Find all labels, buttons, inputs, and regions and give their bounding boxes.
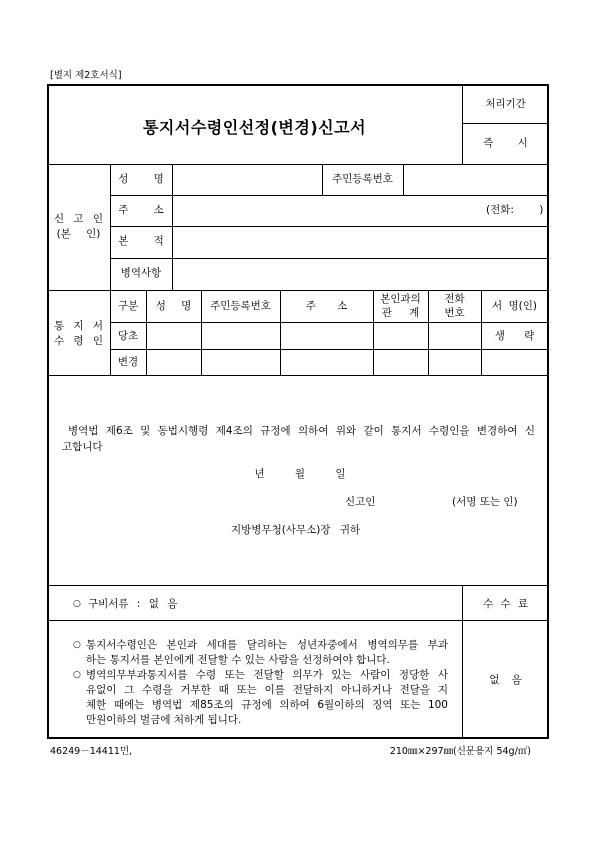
fee-label: 수 수 료 <box>482 598 529 610</box>
table-rule <box>47 620 549 621</box>
note-line: 체한 때에는 병역법 제85조의 규정에 의하여 6월이하의 징역 또는 100 <box>86 699 448 711</box>
paper-spec: 210㎜×297㎜(신문용지 54g/㎡) <box>389 746 531 757</box>
processing-period-value: 즉 시 <box>483 137 528 149</box>
form-title: 통지서수령인선정(변경)신고서 <box>142 118 367 137</box>
applicant-military-field <box>173 259 548 290</box>
changed-receiver-name-cell <box>147 350 201 375</box>
receiver-row-changed-label: 변경 <box>117 356 139 368</box>
applicant-name-field <box>173 165 322 195</box>
receiver-header-signature: 서 명(인) <box>492 300 537 312</box>
changed-receiver-relation-cell <box>374 350 428 375</box>
reporter-label: 신고인 <box>345 496 376 508</box>
receiver-header-phone-line2: 번호 <box>444 307 465 319</box>
applicant-section-label: 신 고 인 <box>53 213 104 225</box>
receiver-section-sublabel: 수 령 인 <box>53 335 104 347</box>
note-line: 만원이하의 벌금에 처하게 됩니다. <box>86 714 242 726</box>
form-code: 46249－14411민, <box>50 746 133 757</box>
required-documents: 구비서류 : 없 음 <box>88 598 178 610</box>
changed-receiver-address-cell <box>281 350 373 375</box>
receiver-section-label: 통 지 서 <box>53 320 104 332</box>
applicant-rrn-label: 주민등록번호 <box>332 173 393 185</box>
form-number: [별지 제2호서식] <box>50 70 122 81</box>
changed-receiver-phone-cell <box>429 350 481 375</box>
table-rule <box>47 585 549 586</box>
statement-line: 고합니다 <box>62 441 103 453</box>
addressee: 지방병무청(사무소)장 귀하 <box>231 524 361 536</box>
table-rule <box>47 290 549 291</box>
declaration-date: 년 월 일 <box>254 468 346 480</box>
receiver-header-name: 성 명 <box>155 300 192 312</box>
original-receiver-address-cell <box>281 323 373 349</box>
note-line: 하는 통지서를 본인에게 전달할 수 있는 사람을 선정하여야 합니다. <box>86 654 390 666</box>
table-rule <box>47 375 549 376</box>
receiver-header-rrn: 주민등록번호 <box>210 300 271 312</box>
statement-line: 병역법 제6조 및 동법시행령 제4조의 규정에 의하여 위와 같이 통지서 수령인을 변경하여 신 <box>68 425 535 437</box>
processing-period-label: 처리기간 <box>485 98 526 110</box>
applicant-domicile-label: 본 적 <box>118 235 164 247</box>
applicant-address-label: 주 소 <box>118 204 164 216</box>
receiver-header-phone: 전화 <box>444 293 465 305</box>
changed-receiver-signature-cell <box>482 350 548 375</box>
note-line: 유없이 그 수령을 거부한 때 또는 이를 전달하지 아니하거나 전달을 지 <box>86 684 448 696</box>
applicant-domicile-field <box>173 227 548 258</box>
original-receiver-phone-cell <box>429 323 481 349</box>
original-receiver-signature-omitted: 생 략 <box>494 330 535 342</box>
receiver-row-original-label: 당초 <box>117 330 139 342</box>
receiver-header-relation-line2: 관 계 <box>381 307 420 319</box>
applicant-name-label: 성 명 <box>118 173 164 185</box>
receiver-header-relation: 본인과의 <box>380 293 421 305</box>
original-receiver-rrn-cell <box>202 323 280 349</box>
original-receiver-name-cell <box>147 323 201 349</box>
documents-bullet: ○ <box>73 599 81 609</box>
note-bullet: ○ <box>73 640 81 650</box>
receiver-header-address: 주 소 <box>305 300 348 312</box>
receiver-header-category: 구분 <box>117 300 139 312</box>
applicant-rrn-field <box>404 165 548 195</box>
note-bullet: ○ <box>73 670 81 680</box>
table-rule <box>462 84 463 164</box>
note-line: 통지서수령인은 본인과 세대를 달리하는 성년자중에서 병역의무를 부과 <box>86 639 448 651</box>
applicant-phone-label: (전화: ) <box>486 204 544 216</box>
original-receiver-relation-cell <box>374 323 428 349</box>
changed-receiver-rrn-cell <box>202 350 280 375</box>
fee-value: 없 음 <box>489 674 522 686</box>
table-rule <box>462 123 549 124</box>
applicant-military-label: 병역사항 <box>120 267 162 279</box>
note-line: 병역의무부과통지서를 수령 또는 전달할 의무가 있는 사람이 정당한 사 <box>86 669 448 681</box>
applicant-section-sublabel: (본 인) <box>56 228 101 240</box>
signature-note: (서명 또는 인) <box>452 496 518 508</box>
